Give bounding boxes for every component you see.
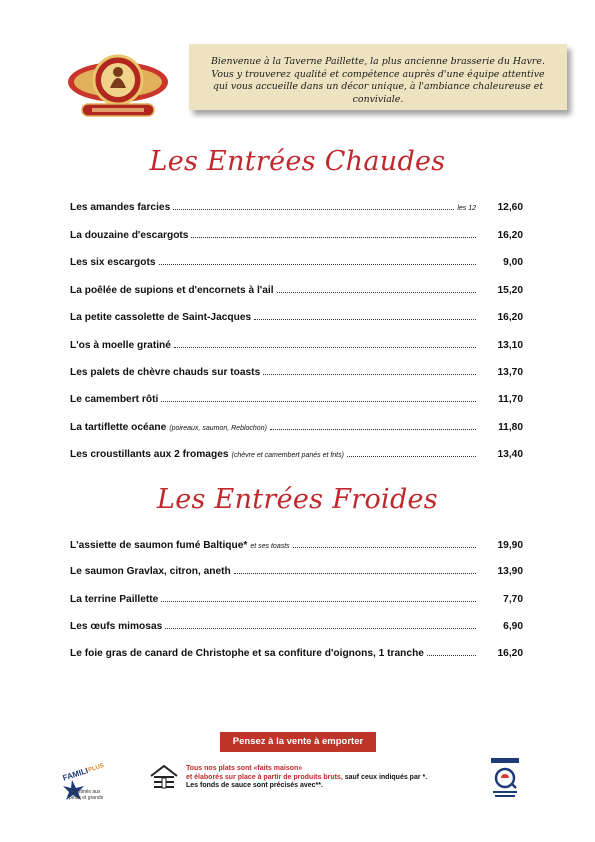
dot-leader: [263, 366, 476, 375]
dot-leader: [347, 448, 476, 457]
homemade-line-1: Tous nos plats sont «faits maison»: [186, 765, 303, 772]
item-price-note: les 12: [457, 205, 476, 212]
menu-item: [70, 284, 523, 300]
welcome-line: Vous y trouverez qualité et compétence auprès d'une équipe attentive: [211, 68, 545, 80]
house-icon: [149, 764, 179, 790]
homemade-notice: [186, 765, 476, 791]
dot-leader: [270, 421, 476, 430]
welcome-box: [189, 44, 567, 110]
item-note: (chèvre et camembert panés et frits): [231, 452, 344, 459]
dot-leader: [159, 256, 476, 265]
menu-item: [70, 421, 523, 437]
dot-leader: [173, 201, 454, 210]
welcome-line: qui vous accueille dans un décor unique, à l'ambiance chaleureuse et conviviale.: [212, 81, 544, 105]
item-price: 6,90: [503, 621, 523, 632]
item-name: La douzaine d'escargots: [70, 230, 189, 241]
takeaway-button[interactable]: Pensez à la vente à emporter: [220, 732, 376, 752]
welcome-text: [189, 44, 567, 106]
famili-caption: [58, 789, 114, 801]
item-name: Le camembert rôti: [70, 394, 159, 405]
item-price: 13,40: [497, 449, 523, 460]
item-price: 15,20: [497, 285, 523, 296]
item-name: Les croustillants aux 2 fromages: [70, 449, 229, 460]
item-name: L'os à moelle gratiné: [70, 340, 171, 351]
dot-leader: [191, 229, 476, 238]
homemade-line-3: Les fonds de sauce sont précisés avec**.: [186, 782, 323, 790]
item-price: 11,80: [498, 422, 523, 433]
item-name: Le saumon Gravlax, citron, aneth: [70, 566, 231, 577]
section-title-cold: Les Entrées Froides: [157, 484, 438, 515]
menu-item: [70, 620, 523, 636]
item-name: Le foie gras de canard de Christophe et sa confiture d'oignons, 1 tranche: [70, 648, 424, 659]
item-name: Les six escargots: [70, 257, 156, 268]
menu-item: [70, 311, 523, 327]
item-price: 11,70: [498, 394, 523, 405]
menu-item: [70, 201, 523, 217]
menu-item: [70, 339, 523, 355]
qualite-tourisme-logo: [487, 756, 523, 800]
menu-item: [70, 256, 523, 272]
item-name: La petite cassolette de Saint-Jacques: [70, 312, 252, 323]
menu-item: [70, 565, 523, 581]
dot-leader: [293, 539, 476, 548]
item-note: et ses toasts: [250, 543, 290, 550]
menu-item: [70, 393, 523, 409]
item-price: 13,70: [497, 367, 523, 378]
item-price: 13,10: [497, 340, 523, 351]
item-name: Les amandes farcies: [70, 202, 171, 213]
item-price: 16,20: [497, 648, 523, 659]
item-name: L'assiette de saumon fumé Baltique*: [70, 540, 248, 551]
famili-caption-line: petits et grands: [68, 795, 104, 801]
item-name: Les palets de chèvre chauds sur toasts: [70, 367, 261, 378]
item-price: 16,20: [497, 312, 523, 323]
section-title-hot: Les Entrées Chaudes: [149, 146, 446, 177]
svg-text:PLUS: PLUS: [87, 763, 105, 774]
dot-leader: [254, 311, 476, 320]
famili-caption-line: Destinés aux: [71, 789, 101, 795]
item-price: 16,20: [497, 230, 523, 241]
dot-leader: [277, 284, 476, 293]
item-name: La tartiflette océane: [70, 422, 167, 433]
item-price: 12,60: [497, 202, 523, 213]
dot-leader: [161, 593, 476, 602]
item-name: La poêlée de supions et d'encornets à l'ail: [70, 285, 274, 296]
menu-item: [70, 366, 523, 382]
menu-item: [70, 448, 523, 464]
item-name: Les œufs mimosas: [70, 621, 163, 632]
dot-leader: [174, 339, 476, 348]
menu-item: [70, 593, 523, 609]
menu-item: [70, 539, 523, 555]
welcome-line: Bienvenue à la Taverne Paillette, la plus ancienne brasserie du Havre.: [211, 56, 545, 67]
item-price: 7,70: [503, 594, 523, 605]
dot-leader: [165, 620, 476, 629]
item-note: (poireaux, saumon, Reblochon): [169, 425, 267, 432]
dot-leader: [427, 647, 476, 656]
item-name: La terrine Paillette: [70, 594, 159, 605]
dot-leader: [161, 393, 476, 402]
svg-text:FAMILI: FAMILI: [61, 766, 90, 783]
item-price: 13,90: [497, 566, 523, 577]
menu-item: [70, 647, 523, 663]
item-price: 19,90: [497, 540, 523, 551]
brasserie-logo: [62, 44, 174, 126]
menu-item: [70, 229, 523, 245]
dot-leader: [234, 565, 476, 574]
homemade-line-2: et élaborés sur place à partir de produits bruts,: [186, 773, 343, 781]
item-price: 9,00: [503, 257, 523, 268]
homemade-line-2b: sauf ceux indiqués par *.: [342, 773, 428, 781]
